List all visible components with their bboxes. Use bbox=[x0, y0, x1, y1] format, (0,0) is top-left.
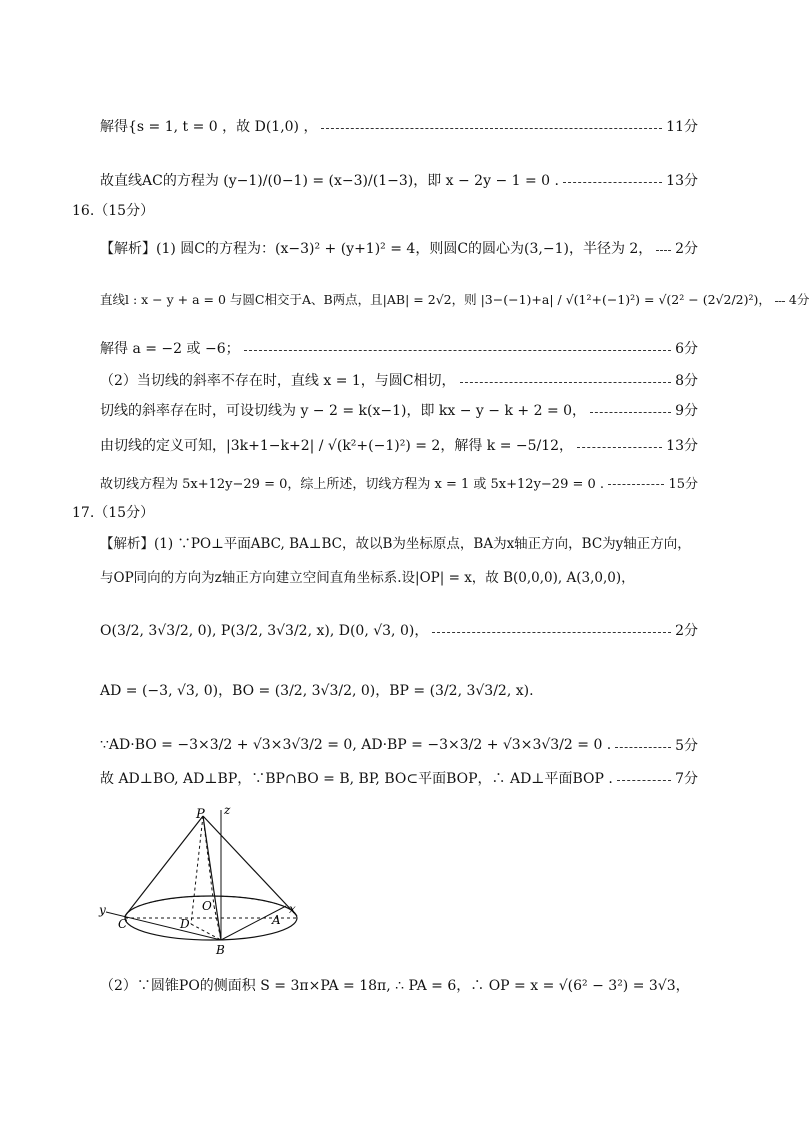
cone-figure bbox=[96, 803, 316, 957]
line-12 bbox=[100, 532, 698, 552]
line-17 bbox=[100, 768, 698, 788]
line-text: 解得 a = −2 或 −6； bbox=[100, 341, 240, 357]
line-9 bbox=[100, 435, 698, 455]
line-7 bbox=[100, 370, 698, 390]
line-1 bbox=[100, 116, 698, 136]
leader-dots bbox=[321, 128, 662, 129]
label-b: B bbox=[216, 943, 225, 957]
line-13 bbox=[100, 566, 698, 586]
label-y: y bbox=[99, 903, 106, 917]
line-6 bbox=[100, 338, 698, 358]
label-o: O bbox=[202, 899, 212, 913]
score-label: 8分 bbox=[675, 373, 698, 389]
score-label: 2分 bbox=[675, 241, 698, 257]
line-text: 与OP同向的方向为z轴正方向建立空间直角坐标系.设|OP| = x，故 B(0,0,0), A(3,0,0)， bbox=[100, 570, 635, 586]
label-c: C bbox=[118, 917, 128, 931]
leader-dots bbox=[656, 250, 671, 251]
segment-db bbox=[191, 924, 221, 940]
leader-dots bbox=[590, 412, 671, 413]
line-2 bbox=[100, 170, 698, 190]
score-label: 7分 bbox=[675, 771, 698, 787]
leader-dots bbox=[615, 747, 671, 748]
leader-dots bbox=[775, 301, 785, 302]
score-label: 5分 bbox=[675, 738, 698, 754]
line-text: 切线的斜率存在时，可设切线为 y − 2 = k(x−1)，即 kx − y − k + 2 = 0， bbox=[100, 403, 587, 419]
line-18 bbox=[100, 975, 698, 995]
leader-dots bbox=[617, 780, 671, 781]
leader-dots bbox=[432, 632, 671, 633]
leader-dots bbox=[460, 382, 672, 383]
line-8 bbox=[100, 400, 698, 420]
line-text: 故直线AC的方程为 (y−1)/(0−1) = (x−3)/(1−3)，即 x − 2y − 1 = 0 . bbox=[100, 173, 559, 189]
line-10 bbox=[100, 473, 698, 492]
score-label: 2分 bbox=[675, 623, 698, 639]
generator-left bbox=[125, 816, 203, 916]
line-text: 【解析】(1) ∵PO⊥平面ABC, BA⊥BC，故以B为坐标原点，BA为x轴正方向，BC为y轴正方向， bbox=[100, 536, 691, 552]
label-z: z bbox=[224, 803, 231, 817]
line-text: AD = (−3, √3, 0)，BO = (3/2, 3√3/2, 0)，BP = (3/2, 3√3/2, x). bbox=[100, 683, 534, 699]
line-text: 由切线的定义可知，|3k+1−k+2| / √(k²+(−1)²) = 2，解得 k = −5/12， bbox=[100, 438, 574, 454]
score-label: 13分 bbox=[666, 438, 698, 454]
line-15 bbox=[100, 680, 698, 700]
label-p: P bbox=[196, 807, 205, 822]
line-text: 16.（15分） bbox=[72, 203, 155, 219]
line-text: 【解析】(1) 圆C的方程为：(x−3)² + (y+1)² = 4，则圆C的圆心为(3,−1)，半径为 2， bbox=[100, 241, 653, 257]
label-x: x bbox=[289, 902, 296, 916]
generator-right bbox=[203, 816, 297, 916]
score-label: 4分 bbox=[788, 292, 809, 307]
label-a: A bbox=[272, 913, 281, 927]
line-text: （2）∵圆锥PO的侧面积 S = 3π×PA = 18π, ∴ PA = 6，∴ OP = x = √(6² − 3²) = 3√3， bbox=[100, 978, 690, 994]
score-label: 15分 bbox=[668, 477, 698, 492]
question-heading-17 bbox=[72, 502, 698, 522]
height-po bbox=[203, 816, 214, 906]
score-label: 13分 bbox=[666, 173, 698, 189]
question-heading-16 bbox=[72, 200, 698, 220]
line-text: 故 AD⊥BO, AD⊥BP，∵BP∩BO = B, BP, BO⊂平面BOP，∴ AD⊥平面BOP . bbox=[100, 771, 613, 787]
line-text: 直线l : x − y + a = 0 与圆C相交于A、B两点，且|AB| = 2√2，则 |3−(−1)+a| / √(1²+(−1)²) = √(2² − (2√2/2)²)， bbox=[100, 292, 771, 307]
line-14 bbox=[100, 620, 698, 640]
line-text: 故切线方程为 5x+12y−29 = 0，综上所述，切线方程为 x = 1 或 5x+12y−29 = 0 . bbox=[100, 477, 605, 492]
score-label: 6分 bbox=[675, 341, 698, 357]
score-label: 9分 bbox=[675, 403, 698, 419]
line-4 bbox=[100, 238, 698, 258]
line-text: O(3/2, 3√3/2, 0), P(3/2, 3√3/2, x), D(0, √3, 0)， bbox=[100, 623, 429, 639]
line-text: （2）当切线的斜率不存在时，直线 x = 1，与圆C相切， bbox=[100, 373, 456, 389]
leader-dots bbox=[563, 182, 662, 183]
line-text: 17.（15分） bbox=[72, 505, 155, 521]
label-d: D bbox=[180, 917, 190, 931]
leader-dots bbox=[244, 350, 671, 351]
line-5 bbox=[100, 290, 809, 308]
line-text: 解得{s = 1, t = 0 ，故 D(1,0) ， bbox=[100, 119, 318, 135]
line-16 bbox=[100, 735, 698, 755]
line-text: ∵AD·BO = −3×3/2 + √3×3√3/2 = 0, AD·BP = −3×3/2 + √3×3√3/2 = 0 . bbox=[100, 737, 612, 753]
score-label: 11分 bbox=[666, 119, 698, 135]
leader-dots bbox=[577, 447, 662, 448]
leader-dots bbox=[608, 484, 664, 485]
